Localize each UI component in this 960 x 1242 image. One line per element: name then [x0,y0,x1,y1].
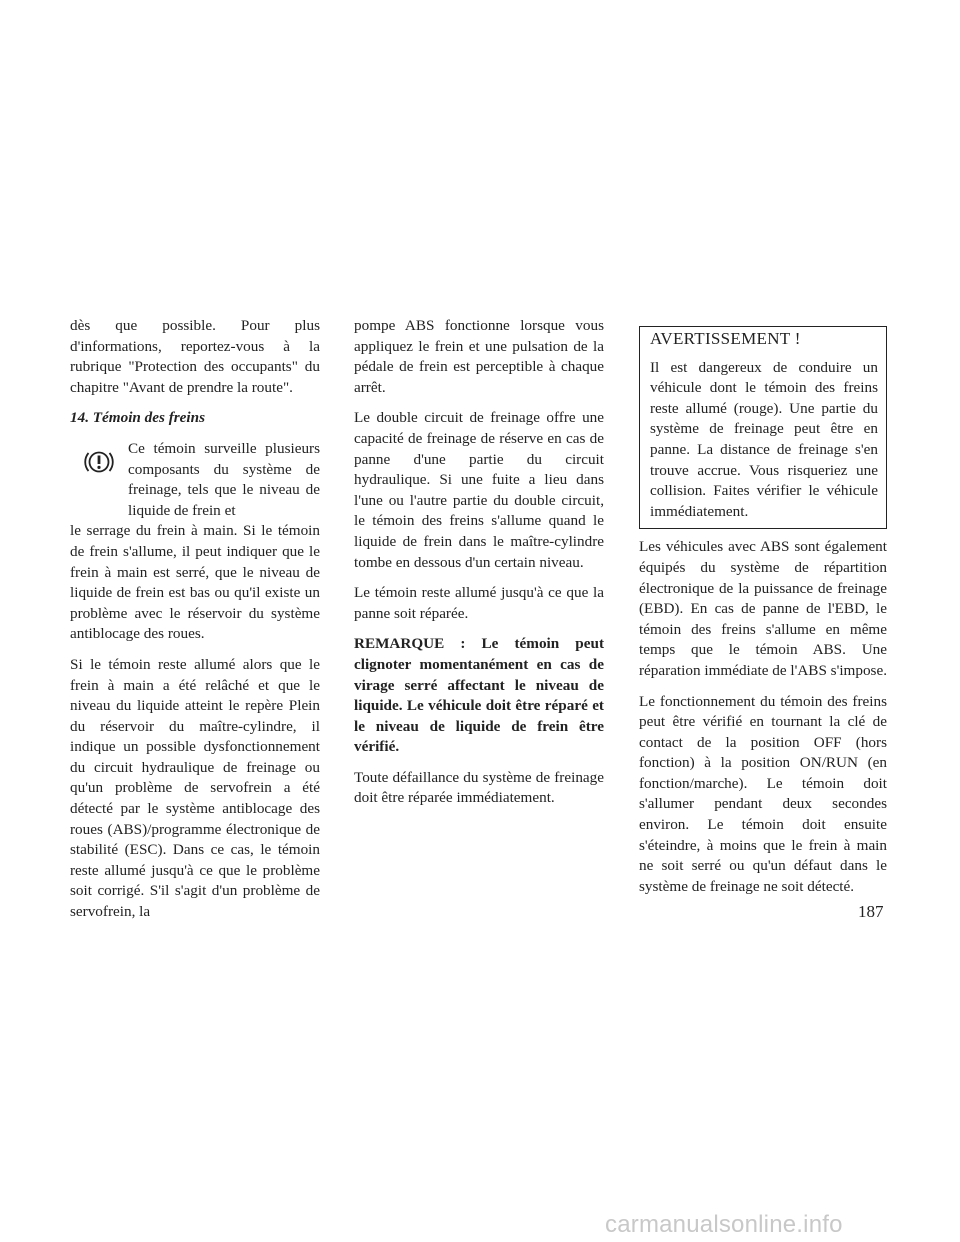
section-heading: 14. Témoin des freins [70,409,205,427]
column-middle [354,316,604,819]
paragraph: Toute défaillance du système de freinage doit être réparée immédiatement. [354,768,604,807]
paragraph: le serrage du frein à main. Si le témoin de frein s'allume, il peut indiquer que le frein à main est serré, que le niveau de liquide de frein est bas ou qu'il existe un problème avec le réservoir du système antiblocage des roues. [70,522,320,643]
brake-warning-icon [70,439,128,521]
paragraph: Les véhicules avec ABS sont également équipés du système de répartition électronique de la puissance de freinage (EBD). En cas de panne de l'EBD, le témoin des freins s'allume en même temps que le témoin ABS. Une réparation immédiate de l'ABS s'impose. [639,538,887,679]
paragraph: Ce témoin surveille plusieurs composants du système de freinage, tels que le niveau de liquide de frein et [128,439,320,519]
column-right [639,312,887,907]
note-paragraph: REMARQUE : Le témoin peut clignoter momentanément en cas de virage serré affectant le niveau de liquide. Le véhicule doit être réparé et le niveau de liquide de frein être vérifié. [354,635,604,756]
watermark: carmanualsonline.info [605,1211,843,1238]
warning-text: Il est dangereux de conduire un véhicule dont le témoin des freins reste allumé (rouge). Une partie du système de freinage peut être en panne. La distance de freinage s'en trouve accrue. Vous risqueriez une collision. Faites vérifier le véhicule immédiatement. [650,358,878,520]
paragraph: Le témoin reste allumé jusqu'à ce que la panne soit réparée. [354,584,604,622]
paragraph: pompe ABS fonctionne lorsque vous appliquez le frein et une pulsation de la pédale de frein est perceptible à chaque arrêt. [354,317,604,396]
paragraph: dès que possible. Pour plus d'informations, reportez-vous à la rubrique "Protection des occupants" du chapitre "Avant de prendre la route". [70,317,320,396]
paragraph: Le fonctionnement du témoin des freins peut être vérifié en tournant la clé de contact de la position OFF (hors fonction) à la position ON/RUN (en fonction/marche). Le témoin doit s'allumer pendant deux secondes environ. Le témoin doit ensuite s'éteindre, à moins que le frein à main ne soit serré ou qu'un défaut dans le système de freinage ne soit détecté. [639,692,887,895]
column-left [70,316,320,933]
icon-paragraph [70,439,320,521]
page-number: 187 [858,902,884,921]
paragraph: Le double circuit de freinage offre une capacité de freinage de réserve en cas de panne d'une partie du circuit hydraulique. Si une fuite a lieu dans l'une ou l'autre partie du double circuit, le témoin des freins s'allume quand le liquide de frein dans le maître-cylindre tombe en dessous d'un certain niveau. [354,409,604,571]
warning-title: AVERTISSEMENT ! [650,329,801,348]
paragraph: Si le témoin reste allumé alors que le frein à main a été relâché et que le niveau du liquide atteint le repère Plein du réservoir du maître-cylindre, il indique un possible dysfonctionnement du circuit hydraulique de freinage ou qu'un problème de servofrein a été détecté par le système antiblocage des roues (ABS)/programme électronique de stabilité (ESC). Dans ce cas, le témoin reste allumé jusqu'à ce que le problème soit corrigé. S'il s'agit d'un problème de servofrein, la [70,655,320,921]
warning-box [639,326,887,529]
